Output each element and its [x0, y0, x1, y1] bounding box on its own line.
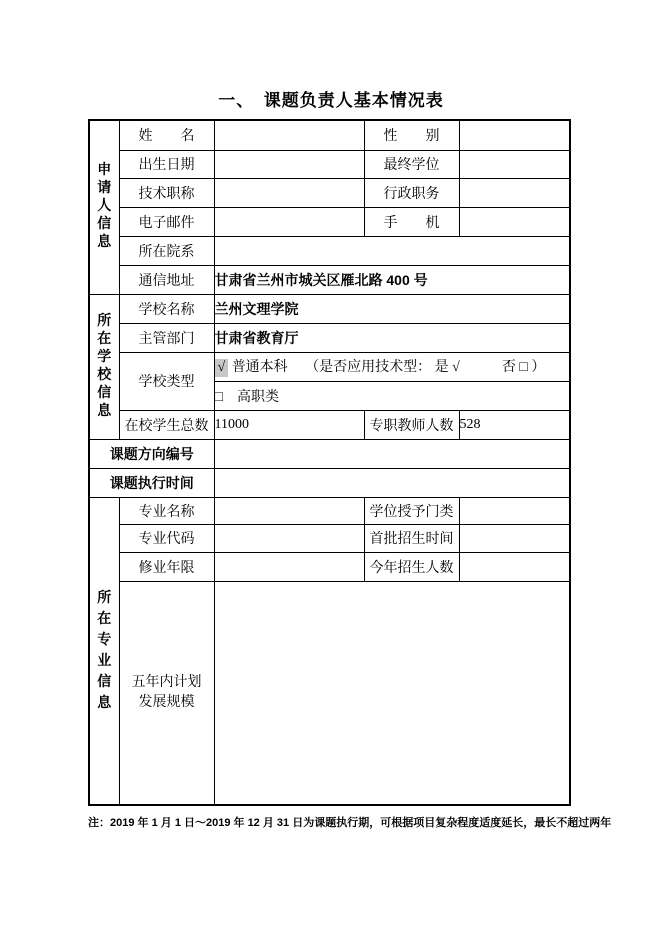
school-name-field[interactable]: 兰州文理学院 [214, 294, 570, 323]
section-school-label: 所在学校信息 [97, 313, 112, 419]
gender-field[interactable] [459, 120, 570, 150]
authority-field[interactable]: 甘肃省教育厅 [214, 323, 570, 352]
major-name-label: 专业名称 [119, 497, 214, 524]
degree-category-field[interactable] [459, 497, 570, 524]
row-direction-no [89, 439, 570, 468]
year-enroll-field[interactable] [459, 552, 570, 581]
leader-basic-info-table [88, 119, 571, 806]
row-school-type-1 [89, 352, 570, 381]
email-label: 电子邮件 [119, 207, 214, 236]
section-school-info [89, 294, 119, 439]
direction-no-label: 课题方向编号 [89, 439, 214, 468]
first-enroll-label: 首批招生时间 [364, 524, 459, 552]
address-field[interactable]: 甘肃省兰州市城关区雁北路 400 号 [214, 265, 570, 294]
name-label: 姓 名 [119, 120, 214, 150]
students-total-label: 在校学生总数 [119, 410, 214, 439]
school-type-option-vocational[interactable] [214, 381, 570, 410]
students-total-field[interactable]: 11000 [214, 410, 364, 439]
email-field[interactable] [214, 207, 364, 236]
row-major-code [89, 524, 570, 552]
section-major-label: 所在专业信息 [97, 590, 112, 711]
department-field[interactable] [214, 236, 570, 265]
first-enroll-field[interactable] [459, 524, 570, 552]
study-years-field[interactable] [214, 552, 364, 581]
study-years-label: 修业年限 [119, 552, 214, 581]
section-applicant-info [89, 120, 119, 294]
birth-date-field[interactable] [214, 150, 364, 178]
teachers-total-field[interactable]: 528 [459, 410, 570, 439]
footnote: 注：2019 年 1 月 1 日～2019 年 12 月 31 日为课题执行期，可根据项目复杂程度适度延长，最长不超过两年 [88, 817, 612, 829]
major-name-field[interactable] [214, 497, 364, 524]
row-study-years [89, 552, 570, 581]
row-department [89, 236, 570, 265]
admin-post-label: 行政职务 [364, 178, 459, 207]
authority-label: 主管部门 [119, 323, 214, 352]
school-type-option-regular-text: 普通本科 （是否应用技术型： 是 √ 否 □ ） [228, 360, 546, 375]
degree-category-label: 学位授予门类 [364, 497, 459, 524]
row-birth-degree [89, 150, 570, 178]
school-type-label: 学校类型 [119, 352, 214, 410]
tech-title-field[interactable] [214, 178, 364, 207]
address-label: 通信地址 [119, 265, 214, 294]
section-major-info [89, 497, 119, 805]
gender-label: 性 别 [364, 120, 459, 150]
row-students-teachers [89, 410, 570, 439]
checked-mark-icon[interactable]: √ [215, 359, 229, 377]
five-year-plan-label-line1: 五年内计划 [131, 674, 202, 690]
year-enroll-label: 今年招生人数 [364, 552, 459, 581]
admin-post-field[interactable] [459, 178, 570, 207]
exec-period-field[interactable] [214, 468, 570, 497]
direction-no-field[interactable] [214, 439, 570, 468]
page-title: 一、 课题负责人基本情况表 [218, 91, 444, 110]
row-name-gender [89, 120, 570, 150]
row-email-mobile [89, 207, 570, 236]
row-school-name [89, 294, 570, 323]
row-five-year-plan [89, 581, 570, 805]
five-year-plan-field[interactable] [214, 581, 570, 805]
teachers-total-label: 专职教师人数 [364, 410, 459, 439]
row-title-post [89, 178, 570, 207]
exec-period-label: 课题执行时间 [89, 468, 214, 497]
final-degree-label: 最终学位 [364, 150, 459, 178]
school-type-option-regular[interactable] [214, 352, 570, 381]
five-year-plan-label-line2: 发展规模 [138, 694, 195, 710]
mobile-label: 手 机 [364, 207, 459, 236]
mobile-field[interactable] [459, 207, 570, 236]
name-field[interactable] [214, 120, 364, 150]
birth-date-label: 出生日期 [119, 150, 214, 178]
section-applicant-label: 申请人信息 [97, 163, 112, 251]
row-authority [89, 323, 570, 352]
final-degree-field[interactable] [459, 150, 570, 178]
department-label: 所在院系 [119, 236, 214, 265]
school-name-label: 学校名称 [119, 294, 214, 323]
major-code-label: 专业代码 [119, 524, 214, 552]
five-year-plan-label [119, 581, 214, 805]
row-address [89, 265, 570, 294]
checkbox-empty-icon[interactable]: □ 高职类 [214, 389, 279, 405]
tech-title-label: 技术职称 [119, 178, 214, 207]
row-exec-period [89, 468, 570, 497]
major-code-field[interactable] [214, 524, 364, 552]
row-major-name [89, 497, 570, 524]
